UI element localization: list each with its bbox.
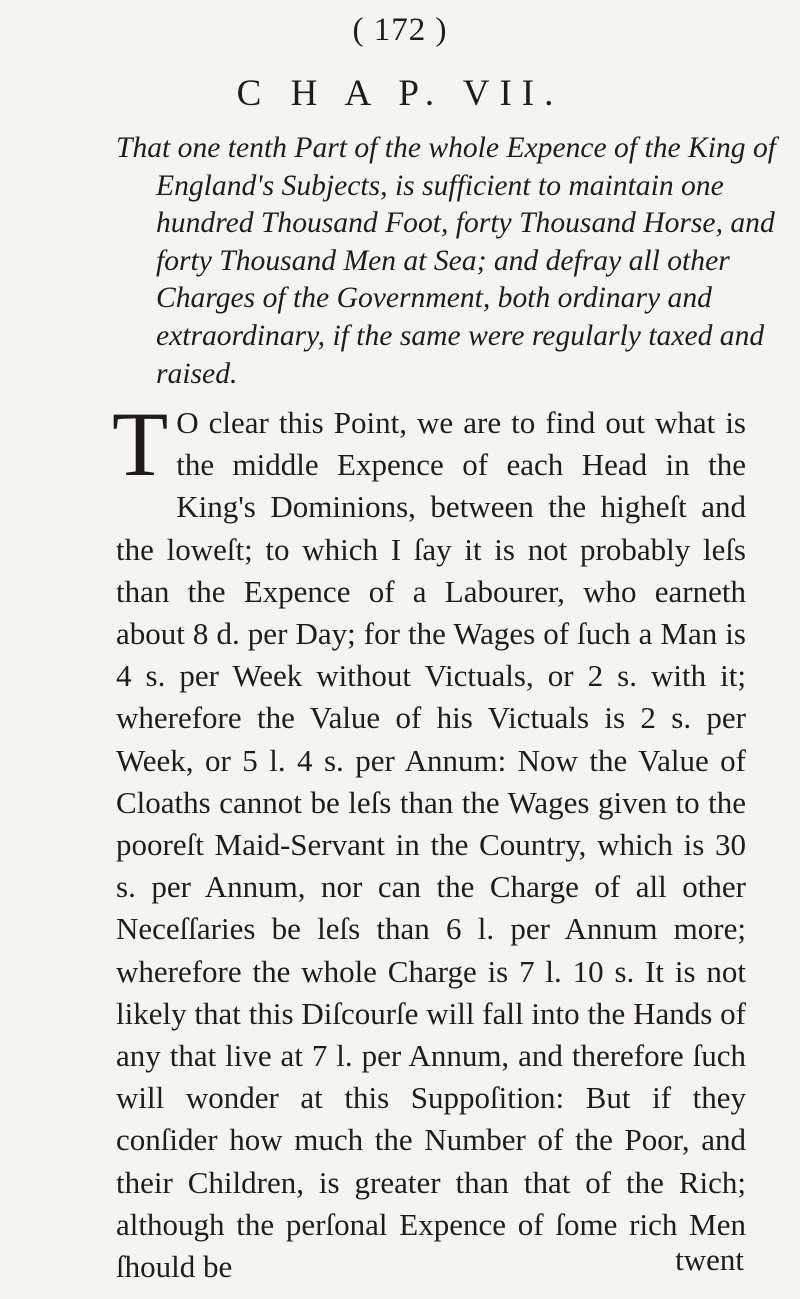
drop-cap: T	[112, 393, 169, 495]
body-paragraph	[112, 393, 746, 1288]
catchword: twent	[675, 1242, 744, 1277]
chapter-summary: That one tenth Part of the whole Expence of the King of England's Subjects, is sufficient to maintain one hundred Thousand Foot, forty Thousand Horse, and forty Thousand Men at Sea; and defray all other Charges of the Government, both ordinary and extraordinary, if the same were regularly taxed and raised.	[116, 132, 776, 390]
body-text: O clear this Point, we are to find out what is the middle Expence of each Head in the King's Dominions, between the higheſt and the loweſt; to which I ſay it is not probably leſs than the Expence of a Labourer, who earneth about 8 d. per Day; for the Wages of ſuch a Man is 4 s. per Week without Victuals, or 2 s. with it; wherefore the Value of his Victuals is 2 s. per Week, or 5 l. 4 s. per Annum: Now the Value of Cloaths cannot be leſs than the Wages given to the pooreſt Maid-Servant in the Country, which is 30 s. per Annum, nor can the Charge of all other Neceſſaries be leſs than 6 l. per Annum more; wherefore the whole Charge is 7 l. 10 s. It is not likely that this Diſcourſe will fall into the Hands of any that live at 7 l. per Annum, and therefore ſuch will wonder at this Suppoſition: But if they conſider how much the Number of the Poor, and their Children, is greater than that of the Rich; although the perſonal Expence of ſome rich Men ſhould be	[116, 405, 746, 1285]
chapter-heading: C H A P. VII.	[236, 73, 564, 114]
page-number: ( 172 )	[352, 12, 448, 48]
